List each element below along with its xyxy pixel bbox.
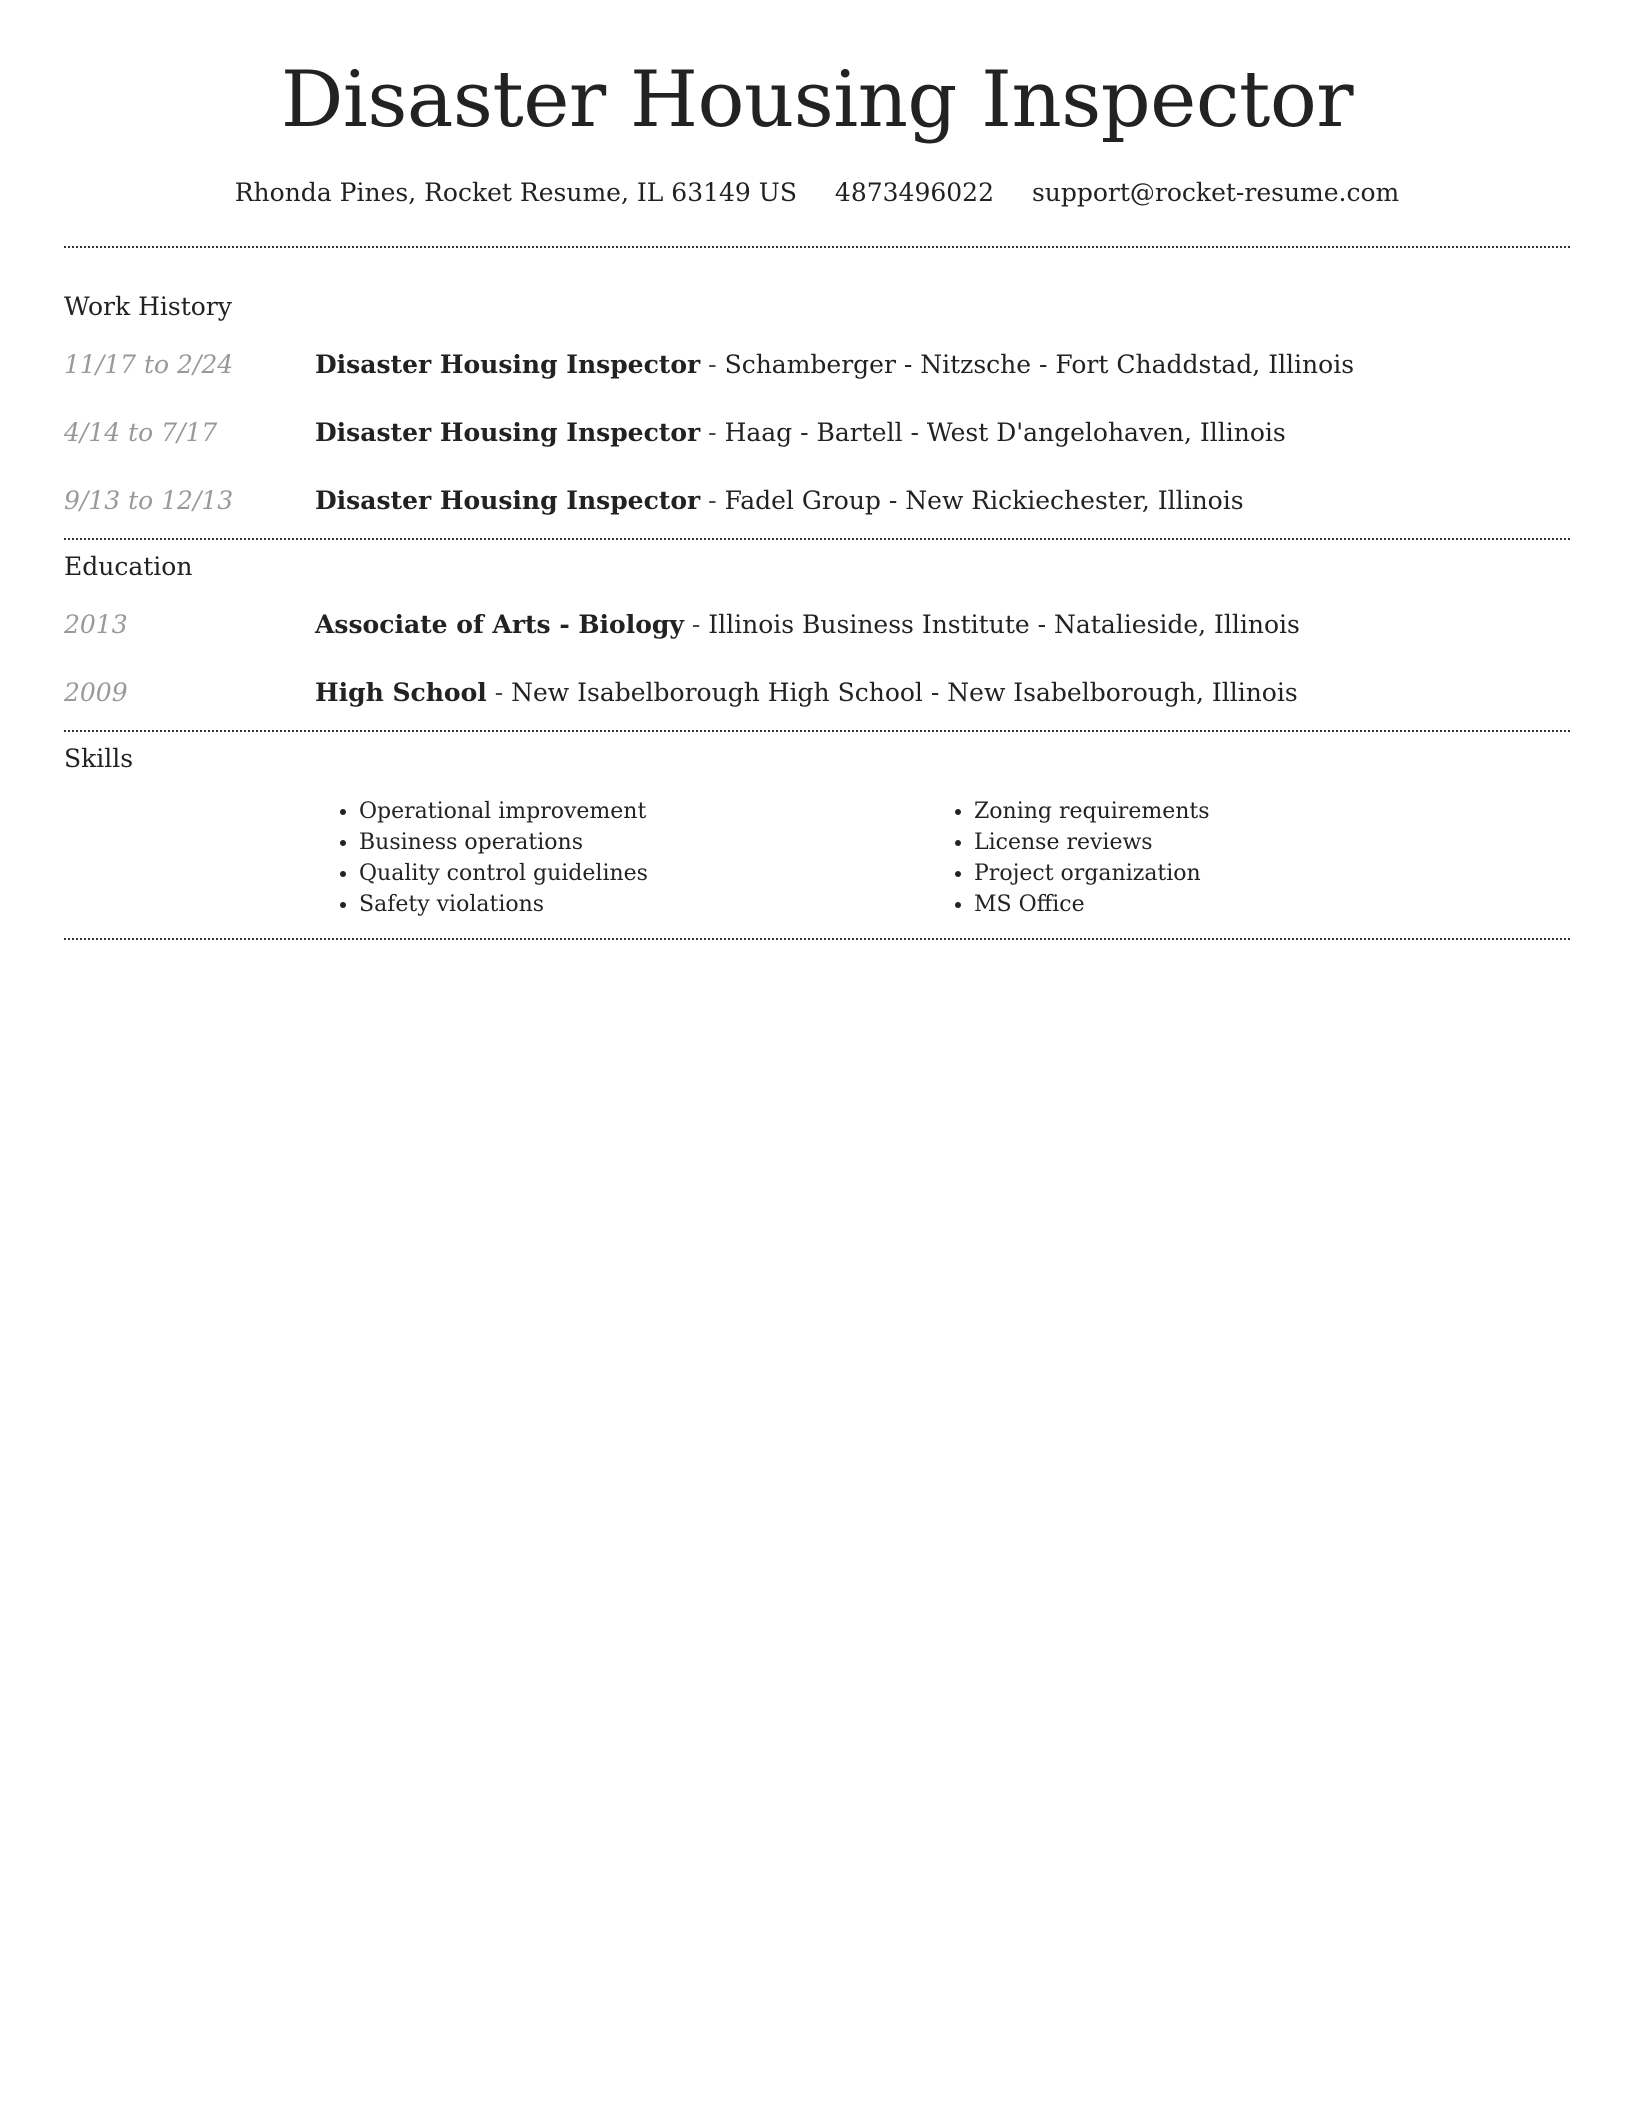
work-dates: 11/17 to 2/24 xyxy=(64,350,234,379)
education-section xyxy=(64,550,1570,710)
contact-email: support@rocket-resume.com xyxy=(1031,178,1400,207)
education-description xyxy=(315,676,1570,710)
skills-heading: Skills xyxy=(64,744,134,773)
work-history-section xyxy=(64,290,1570,518)
education-heading: Education xyxy=(64,552,193,581)
skills-columns xyxy=(64,796,1570,920)
education-year: 2009 xyxy=(64,678,128,707)
work-role: Disaster Housing Inspector xyxy=(315,350,701,379)
skills-list-right xyxy=(930,796,1534,920)
work-history-heading: Work History xyxy=(64,292,232,321)
header-divider xyxy=(64,246,1570,248)
skill-item: • Business operations xyxy=(359,827,930,858)
separator: - xyxy=(683,610,709,639)
separator: - xyxy=(700,350,725,379)
education-entry xyxy=(64,676,1570,710)
work-description xyxy=(315,348,1570,382)
work-entry xyxy=(64,484,1570,518)
work-role: Disaster Housing Inspector xyxy=(315,486,701,515)
education-details: Illinois Business Institute - Natalieside, Illinois xyxy=(708,610,1300,639)
work-dates: 9/13 to 12/13 xyxy=(64,486,234,515)
work-entry xyxy=(64,416,1570,450)
work-details: Fadel Group - New Rickiechester, Illinois xyxy=(724,486,1244,515)
skill-item: • MS Office xyxy=(974,889,1534,920)
separator: - xyxy=(700,418,725,447)
education-entry xyxy=(64,608,1570,642)
resume-title: Disaster Housing Inspector xyxy=(280,55,1354,145)
education-degree: High School xyxy=(315,678,487,707)
skill-item: • Safety violations xyxy=(359,889,930,920)
work-role: Disaster Housing Inspector xyxy=(315,418,701,447)
work-history-divider xyxy=(64,538,1570,540)
education-description xyxy=(315,608,1570,642)
education-year: 2013 xyxy=(64,610,128,639)
skill-item: • Quality control guidelines xyxy=(359,858,930,889)
contact-phone: 4873496022 xyxy=(834,178,994,207)
work-dates: 4/14 to 7/17 xyxy=(64,418,218,447)
resume-page xyxy=(64,0,1570,940)
contact-address: Rhonda Pines, Rocket Resume, IL 63149 US xyxy=(234,178,797,207)
work-description xyxy=(315,484,1570,518)
separator: - xyxy=(486,678,512,707)
work-description xyxy=(315,416,1570,450)
work-details: Haag - Bartell - West D'angelohaven, Illinois xyxy=(724,418,1286,447)
work-details: Schamberger - Nitzsche - Fort Chaddstad, Illinois xyxy=(724,350,1355,379)
skills-divider xyxy=(64,938,1570,940)
education-divider xyxy=(64,730,1570,732)
skills-section xyxy=(64,742,1570,920)
skill-item: • License reviews xyxy=(974,827,1534,858)
skill-item: • Project organization xyxy=(974,858,1534,889)
skill-item: • Zoning requirements xyxy=(974,796,1534,827)
work-entry xyxy=(64,348,1570,382)
skill-item: • Operational improvement xyxy=(359,796,930,827)
separator: - xyxy=(700,486,725,515)
skills-list-left xyxy=(315,796,930,920)
education-details: New Isabelborough High School - New Isabelborough, Illinois xyxy=(511,678,1298,707)
contact-line xyxy=(64,176,1570,210)
education-degree: Associate of Arts - Biology xyxy=(315,610,684,639)
